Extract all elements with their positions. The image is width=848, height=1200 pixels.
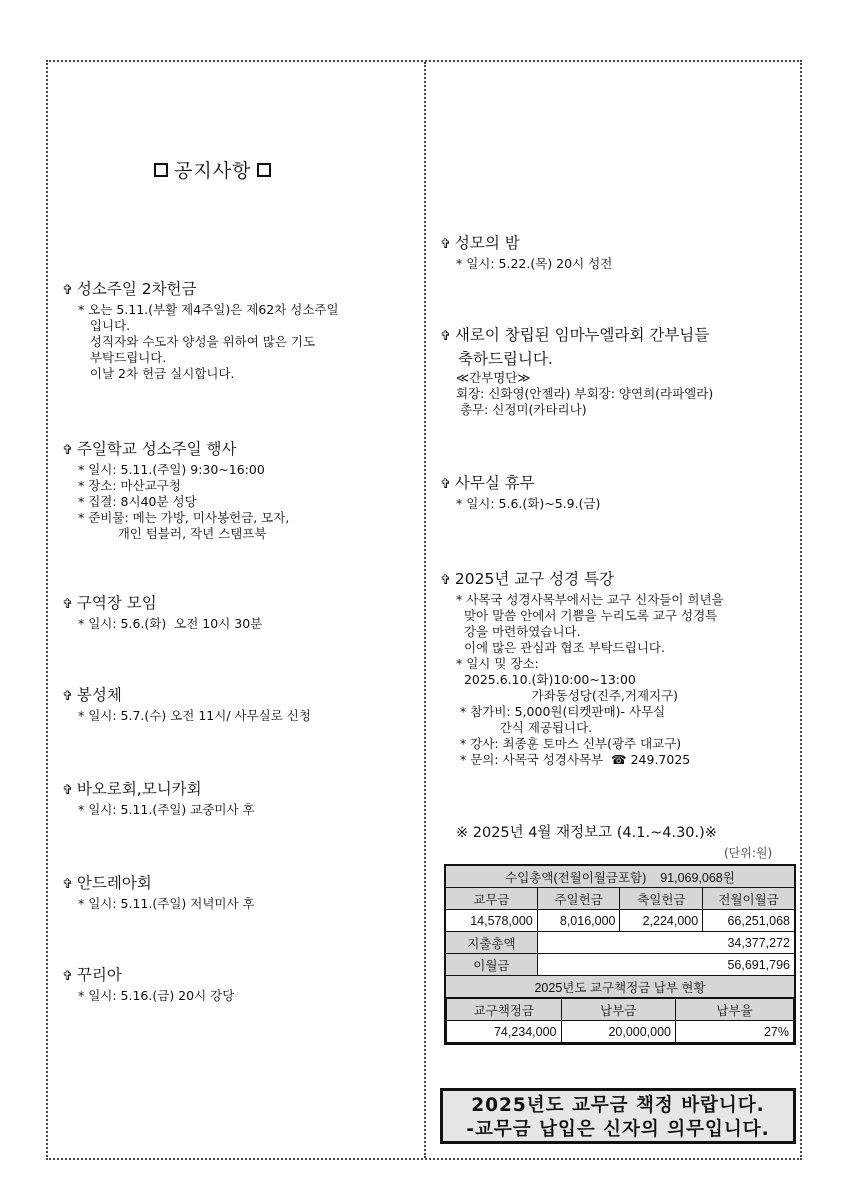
table-cell: 66,251,068 (703, 910, 795, 932)
section-heading (440, 232, 612, 256)
section-heading (62, 684, 311, 708)
section-line: * 오는 5.11.(부활 제4주일)은 제62차 성소주일 (78, 302, 339, 317)
section-heading (440, 472, 600, 496)
section-heading-text: 바오로회,모니카회 (76, 780, 202, 798)
section-line: 입니다. (78, 318, 131, 333)
table-header-cell: 교구책정금 (447, 999, 562, 1021)
page-title: 공지사항 (148, 156, 277, 183)
section-line: * 일시 및 장소: (456, 656, 539, 671)
notice-section (62, 684, 311, 724)
table-header-cell: 전월이월금 (703, 888, 795, 910)
cross-icon: ✞ (440, 477, 451, 492)
section-heading (440, 324, 713, 348)
section-heading-text: 봉성체 (76, 686, 122, 704)
section-heading (440, 568, 724, 592)
box-icon (257, 163, 271, 177)
notice-section (440, 472, 600, 512)
table-row (445, 932, 795, 954)
table-header-cell: 주일헌금 (537, 888, 620, 910)
section-heading-text: 성소주일 2차헌금 (76, 280, 197, 298)
section-line: 총무: 신정미(카타리나) (456, 402, 587, 417)
section-line: * 장소: 마산교구청 (78, 478, 181, 493)
notice-section (440, 568, 724, 768)
section-line: * 문의: 사목국 성경사목부 ☎ 249.7025 (456, 752, 691, 767)
notice-section (62, 438, 289, 542)
notice-section (62, 592, 262, 632)
section-heading-text: 새로이 창립된 임마누엘라회 간부님들 (454, 326, 710, 344)
section-heading-text: 주일학교 성소주일 행사 (76, 440, 237, 458)
table-row (445, 888, 795, 910)
carry-value: 56,691,796 (537, 954, 795, 976)
table-cell: 14,578,000 (445, 910, 537, 932)
cross-icon: ✞ (62, 443, 73, 458)
section-heading (62, 592, 262, 616)
notice-section (440, 324, 713, 418)
notice-section (62, 278, 339, 382)
box-icon (154, 163, 168, 177)
notice-section (62, 778, 255, 818)
offering-banner (440, 1088, 796, 1144)
section-line: 강을 마련하였습니다. (456, 624, 581, 639)
finance-title: ※ 2025년 4월 재정보고 (4.1.~4.30.)※ (456, 825, 717, 841)
table-row (445, 865, 795, 888)
section-heading-text: 안드레아회 (76, 874, 152, 892)
table-header-cell: 축일헌금 (620, 888, 703, 910)
cross-icon: ✞ (62, 689, 73, 704)
section-line: 이날 2차 헌금 실시합니다. (78, 366, 235, 381)
banner-line: -교무금 납입은 신자의 의무입니다. (466, 1119, 770, 1140)
section-line: 가좌동성당(진주,거제지구) (456, 688, 679, 703)
notice-section (62, 872, 255, 912)
cross-icon: ✞ (62, 969, 73, 984)
table-cell: 20,000,000 (561, 1021, 676, 1043)
section-line: 회장: 신화영(안젤라) 부회장: 양연희(라파엘라) (456, 386, 714, 401)
table-header-cell: 납부금 (561, 999, 676, 1021)
cross-icon: ✞ (440, 573, 451, 588)
section-line: * 일시: 5.7.(수) 오전 11시/ 사무실로 신청 (78, 708, 311, 723)
diocese-title: 2025년도 교구책정금 납부 현황 (445, 976, 795, 998)
column-divider (424, 62, 426, 1158)
cross-icon: ✞ (62, 283, 73, 298)
section-heading (62, 964, 234, 988)
banner-line: 2025년도 교무금 책정 바랍니다. (471, 1095, 765, 1116)
section-line: 개인 텀블러, 작년 스탬프북 (78, 526, 267, 541)
section-line: * 일시: 5.11.(주일) 교중미사 후 (78, 802, 255, 817)
cross-icon: ✞ (440, 237, 451, 252)
table-row (445, 910, 795, 932)
section-line: * 일시: 5.6.(화) 오전 10시 30분 (78, 616, 263, 631)
table-header-cell: 교무금 (445, 888, 537, 910)
section-line: 부탁드립니다. (78, 350, 167, 365)
section-heading-text: 꾸리아 (76, 966, 122, 984)
section-heading-text: 성모의 밤 (454, 234, 520, 252)
section-heading-text: 축하드립니다. (458, 350, 553, 368)
section-line: * 참가비: 5,000원(티켓판매)- 사무실 (456, 704, 666, 719)
section-line: 2025.6.10.(화)10:00~13:00 (456, 672, 636, 687)
section-line: 간식 제공됩니다. (456, 720, 593, 735)
table-row (445, 954, 795, 976)
section-line: * 준비물: 메는 가방, 미사봉헌금, 모자, (78, 510, 290, 525)
section-line: * 사목국 성경사목부에서는 교구 신자들이 희년을 (456, 592, 724, 607)
section-line: 이에 많은 관심과 협조 부탁드립니다. (456, 640, 665, 655)
carry-label: 이월금 (445, 954, 537, 976)
cross-icon: ✞ (440, 329, 451, 344)
section-heading (62, 438, 289, 462)
section-heading-text: 사무실 휴무 (454, 474, 535, 492)
table-row (445, 976, 795, 998)
section-line: ≪간부명단≫ (456, 370, 531, 385)
section-line: * 일시: 5.22.(목) 20시 성전 (456, 256, 613, 271)
notice-section (62, 964, 234, 1004)
section-line: * 일시: 5.6.(화)~5.9.(금) (456, 496, 601, 511)
table-row (445, 998, 795, 1045)
section-line: * 일시: 5.11.(주일) 9:30~16:00 (78, 462, 265, 477)
expense-label: 지출총액 (445, 932, 537, 954)
section-line: * 강사: 최종훈 토마스 신부(광주 대교구) (456, 736, 682, 751)
table-header-cell: 납부율 (676, 999, 794, 1021)
section-heading (62, 872, 255, 896)
table-cell: 74,234,000 (447, 1021, 562, 1043)
cross-icon: ✞ (62, 783, 73, 798)
section-heading (62, 778, 255, 802)
table-cell: 8,016,000 (537, 910, 620, 932)
section-heading-text: 구역장 모임 (76, 594, 157, 612)
finance-unit: (단위:원) (724, 846, 773, 860)
section-line: * 집결: 8시40분 성당 (78, 494, 197, 509)
section-heading-text: 2025년 교구 성경 특강 (454, 570, 614, 588)
section-heading (62, 278, 339, 302)
table-cell: 2,224,000 (620, 910, 703, 932)
section-line: * 일시: 5.16.(금) 20시 강당 (78, 988, 235, 1003)
section-line: 성직자와 수도자 양성을 위하여 많은 기도 (78, 334, 316, 349)
table-cell: 27% (676, 1021, 794, 1043)
income-total-cell: 수입총액(전월이월금포함) 91,069,068원 (445, 865, 795, 888)
cross-icon: ✞ (62, 877, 73, 892)
expense-value: 34,377,272 (537, 932, 795, 954)
section-line: * 일시: 5.11.(주일) 저녁미사 후 (78, 896, 255, 911)
cross-icon: ✞ (62, 597, 73, 612)
finance-table (444, 864, 796, 1045)
section-line: 맞아 말씀 안에서 기쁨을 누리도록 교구 성경특 (456, 608, 718, 623)
notice-section (440, 232, 612, 272)
